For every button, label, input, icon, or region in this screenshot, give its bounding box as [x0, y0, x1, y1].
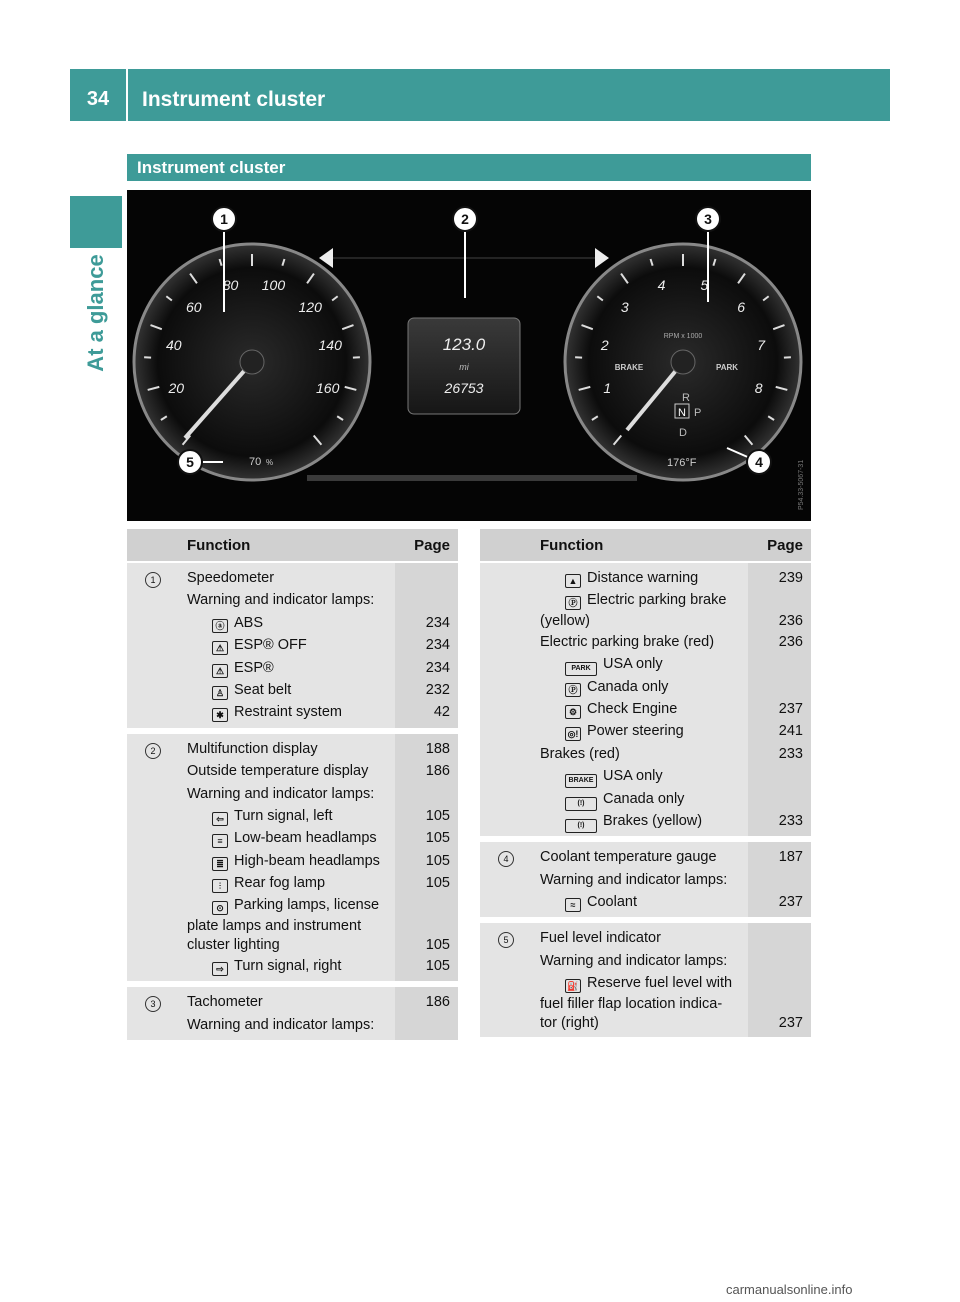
tachometer-label: 3: [620, 299, 629, 316]
page-number-value: 42: [433, 704, 450, 721]
function-label: [532, 631, 748, 653]
function-label: [532, 869, 748, 891]
function-text: Multifunction display: [187, 740, 318, 757]
function-text: Electric parking brake (red): [540, 633, 715, 650]
tachometer-label: 4: [657, 276, 666, 293]
function-text: Tachometer: [187, 994, 263, 1011]
indicator-lamp-row: [532, 567, 748, 589]
page-number-value: [748, 950, 811, 972]
side-tab-marker: [70, 196, 122, 248]
page-number-value: 105: [425, 852, 450, 869]
parking-brake-canada-icon: Ⓟ: [565, 683, 581, 697]
page-number-value: [395, 783, 458, 805]
function-text: Speedometer: [187, 570, 275, 586]
brakes-yellow-icon: (!): [565, 819, 597, 833]
parking-brake-icon: Ⓟ: [565, 596, 581, 610]
display-speed: 123.0: [442, 335, 486, 354]
speedometer-label: 140: [318, 337, 342, 354]
page-number-value: 232: [425, 681, 450, 698]
fuel-readout: 70: [249, 456, 262, 468]
function-cell: [179, 987, 395, 1040]
function-text: Check Engine: [587, 700, 678, 717]
indicator-lamp-row: [179, 894, 395, 916]
gear-p: P: [694, 407, 702, 419]
gear-d: D: [679, 427, 687, 439]
svg-text:%: %: [266, 458, 274, 467]
function-text-continued: plate lamps and instrument: [187, 917, 362, 934]
function-label: [179, 760, 395, 782]
callout-number: 4: [755, 454, 763, 470]
restraint-system-icon: ✱: [212, 708, 228, 722]
page-number-value: 186: [425, 994, 450, 1011]
page-number-value: 187: [778, 849, 803, 866]
brake-text-icon: BRAKE: [565, 774, 597, 788]
power-steering-icon: ◎!: [565, 727, 581, 741]
page-number-value: 105: [425, 936, 450, 953]
page-number-value: [395, 589, 458, 611]
function-text: Canada only: [587, 678, 669, 695]
page-number-value: 241: [778, 723, 803, 740]
function-cell: [532, 842, 748, 917]
function-cell: [179, 734, 395, 982]
function-label: [532, 743, 748, 765]
rear-fog-icon: ⫶: [212, 879, 228, 893]
indicator-lamp-row: [179, 827, 395, 849]
page-number-value: [748, 765, 811, 787]
function-table-right: [480, 529, 811, 1037]
page-number-value: 105: [425, 957, 450, 974]
function-text: ESP®: [234, 659, 274, 676]
page-number: 34: [86, 88, 110, 110]
page-number-value: [748, 676, 811, 698]
table-row: [127, 987, 458, 1040]
rpm-label: RPM x 1000: [663, 333, 703, 340]
function-cell: [532, 923, 748, 1036]
callout-number-cell: [480, 562, 532, 836]
function-text-continued: (yellow): [540, 612, 590, 629]
callout-number: 5: [186, 454, 194, 470]
function-text: Warning and indicator lamps:: [187, 785, 375, 802]
function-text: ESP® OFF: [234, 637, 307, 654]
page-number-value: 234: [425, 614, 450, 631]
watermark: carmanualsonline.info: [726, 1282, 853, 1297]
seat-belt-icon: ♙: [212, 686, 228, 700]
low-beam-icon: ≡: [212, 834, 228, 848]
function-text: USA only: [603, 768, 663, 785]
function-text: Power steering: [587, 723, 684, 740]
function-cell: [179, 562, 395, 728]
function-text: Brakes (red): [540, 745, 620, 762]
park-text-icon: PARK: [565, 662, 597, 676]
indicator-lamp-row: [532, 653, 748, 675]
tachometer-label: 8: [754, 379, 763, 396]
page-number-value: 105: [425, 807, 450, 824]
page-number-value: 236: [778, 633, 803, 650]
cluster-illustration: [127, 190, 811, 521]
page-number-value: [395, 1014, 458, 1036]
header-divider: [126, 69, 128, 121]
indicator-lamp-row: [532, 589, 748, 611]
turn-left-icon: ⇦: [212, 812, 228, 826]
function-text: Warning and indicator lamps:: [540, 952, 728, 969]
function-label: [179, 783, 395, 805]
page-number-value: 233: [778, 812, 803, 829]
speedometer-label: 120: [298, 299, 322, 316]
header-title: Instrument cluster: [142, 88, 326, 111]
page-number-value: 233: [778, 745, 803, 762]
page-number-value: 186: [425, 763, 450, 780]
callout-number: 1: [220, 211, 228, 227]
page-header: [70, 69, 890, 121]
page-number-value: [748, 653, 811, 675]
function-text: Outside temperature display: [187, 763, 369, 780]
gear-n: N: [678, 407, 686, 419]
speedometer-hub: [240, 350, 264, 374]
coolant-icon: ≈: [565, 898, 581, 912]
indicator-lamp-row: [532, 698, 748, 720]
callout-number: 1: [145, 572, 161, 588]
tachometer-label: 2: [600, 337, 609, 354]
park-lamp-label: PARK: [715, 363, 739, 372]
turn-right-icon: ⇨: [212, 962, 228, 976]
display-unit: mi: [459, 362, 469, 372]
page-number-value: 234: [425, 637, 450, 654]
callout-number-cell: [127, 562, 179, 728]
page-cell: [395, 987, 458, 1040]
function-text-continued: fuel filler flap location indica-: [540, 995, 723, 1012]
parking-lamps-icon: ⊙: [212, 901, 228, 915]
speedometer-label: 160: [316, 379, 340, 396]
page-cell: [748, 562, 811, 836]
function-text: Canada only: [603, 790, 685, 807]
side-tab: [70, 254, 122, 372]
callout-number: 2: [461, 211, 469, 227]
column-page: Page: [748, 529, 811, 562]
function-text: Coolant: [587, 894, 637, 911]
speedometer-label: 60: [186, 299, 202, 316]
callout-number: 5: [498, 932, 514, 948]
esp-off-icon: ⚠: [212, 641, 228, 655]
callout-number: 4: [498, 851, 514, 867]
indicator-lamp-row: [179, 634, 395, 656]
page-number-value: 237: [778, 894, 803, 911]
table-row: [127, 734, 458, 982]
indicator-lamp-row: [532, 676, 748, 698]
function-label: [179, 589, 395, 611]
function-label: [179, 567, 395, 589]
page-number-value: [748, 927, 811, 949]
page-cell: [395, 562, 458, 728]
callout-number: 3: [145, 996, 161, 1012]
speedometer-label: 80: [222, 276, 239, 293]
function-text: Coolant temperature gauge: [540, 849, 717, 866]
tachometer-hub: [671, 350, 695, 374]
callout-number-cell: [127, 734, 179, 982]
high-beam-icon: ≣: [212, 857, 228, 871]
brake-canada-icon: (!): [565, 797, 597, 811]
page-number-value: 236: [778, 612, 803, 629]
column-number: [480, 529, 532, 562]
function-text: Warning and indicator lamps:: [187, 1016, 375, 1033]
indicator-lamp-row: [532, 720, 748, 742]
function-text: Warning and indicator lamps:: [187, 592, 375, 609]
callout-number-cell: [480, 923, 532, 1036]
speedometer-label: 20: [168, 379, 185, 396]
page-number-value: 234: [425, 659, 450, 676]
section-title: Instrument cluster: [127, 154, 811, 181]
indicator-lamp-row: [179, 701, 395, 723]
display-odometer: 26753: [444, 380, 484, 396]
callout-number-cell: [480, 842, 532, 917]
tachometer-label: 1: [603, 379, 612, 396]
function-label: [532, 927, 748, 949]
callout-number: 3: [704, 211, 712, 227]
function-text-continued: cluster lighting: [187, 936, 280, 953]
function-text: Rear fog lamp: [234, 875, 326, 892]
indicator-lamp-row: [532, 972, 748, 994]
page-cell: [748, 842, 811, 917]
function-text: ABS: [234, 614, 264, 631]
page-number-value: [748, 869, 811, 891]
distance-warning-icon: ▲: [565, 574, 581, 588]
page-number-value: 188: [425, 740, 450, 757]
page-number-value: 105: [425, 830, 450, 847]
tachometer-label: 5: [700, 276, 709, 293]
page-number-value: 237: [778, 1014, 803, 1031]
callout-number-cell: [127, 987, 179, 1040]
indicator-lamp-row: [179, 805, 395, 827]
speedometer-label: 40: [166, 337, 182, 354]
column-page: Page: [395, 529, 458, 562]
table-row: [480, 842, 811, 917]
indicator-lamp-row: [179, 679, 395, 701]
page-cell: [748, 923, 811, 1036]
tachometer-label: 6: [737, 299, 746, 316]
speedometer-label: 100: [261, 276, 286, 293]
function-table-left: [127, 529, 458, 1040]
column-function: Function: [532, 529, 748, 562]
indicator-lamp-row: [179, 955, 395, 977]
indicator-lamp-row: [532, 765, 748, 787]
function-text: Turn signal, right: [234, 957, 342, 974]
function-cell: [532, 562, 748, 836]
function-text: Fuel level indicator: [540, 930, 661, 947]
function-text: Restraint system: [234, 704, 342, 721]
indicator-lamp-row: [532, 788, 748, 810]
function-text-continued: tor (right): [540, 1014, 599, 1031]
function-label: [179, 1014, 395, 1036]
function-text: Low-beam headlamps: [234, 830, 377, 847]
esp-icon: ⚠: [212, 664, 228, 678]
function-text: High-beam headlamps: [234, 852, 380, 869]
coolant-readout: 176°F: [667, 457, 697, 469]
indicator-lamp-row: [179, 850, 395, 872]
function-text: Reserve fuel level with: [587, 975, 733, 992]
function-text: Turn signal, left: [234, 807, 333, 824]
page-number-value: 105: [425, 875, 450, 892]
function-text: Distance warning: [587, 570, 699, 586]
check-engine-icon: ⚙: [565, 705, 581, 719]
table-row: [480, 923, 811, 1036]
function-text: USA only: [603, 656, 663, 673]
cluster-image: [127, 190, 811, 521]
page-cell: [395, 734, 458, 982]
function-text: Brakes (yellow): [603, 812, 703, 829]
column-number: [127, 529, 179, 562]
function-label: [179, 738, 395, 760]
table-row: [127, 562, 458, 728]
indicator-lamp-row: [532, 810, 748, 832]
indicator-lamp-row: [179, 872, 395, 894]
function-text: Parking lamps, license: [234, 897, 380, 914]
callout-number: 2: [145, 743, 161, 759]
side-tab-label: At a glance: [83, 254, 108, 372]
fuel-icon: ⛽: [565, 979, 581, 993]
function-label: [532, 846, 748, 868]
brake-lamp-label: BRAKE: [614, 363, 644, 372]
image-code: P54.33-5067-31: [798, 459, 805, 510]
page-number-value: [748, 788, 811, 810]
indicator-lamp-row: [532, 891, 748, 913]
function-label: [532, 950, 748, 972]
page-number-value: 237: [778, 700, 803, 717]
gear-r: R: [682, 392, 690, 404]
function-text: Warning and indicator lamps:: [540, 871, 728, 888]
page-number-value: [395, 567, 458, 589]
abs-icon: ⓐ: [212, 619, 228, 633]
table-row: [480, 562, 811, 836]
page-number-value: 239: [778, 570, 803, 586]
indicator-lamp-row: [179, 612, 395, 634]
tachometer-label: 7: [757, 337, 766, 354]
function-text: Electric parking brake: [587, 592, 727, 609]
column-function: Function: [179, 529, 395, 562]
function-label: [179, 991, 395, 1013]
indicator-lamp-row: [179, 657, 395, 679]
function-text: Seat belt: [234, 681, 292, 698]
